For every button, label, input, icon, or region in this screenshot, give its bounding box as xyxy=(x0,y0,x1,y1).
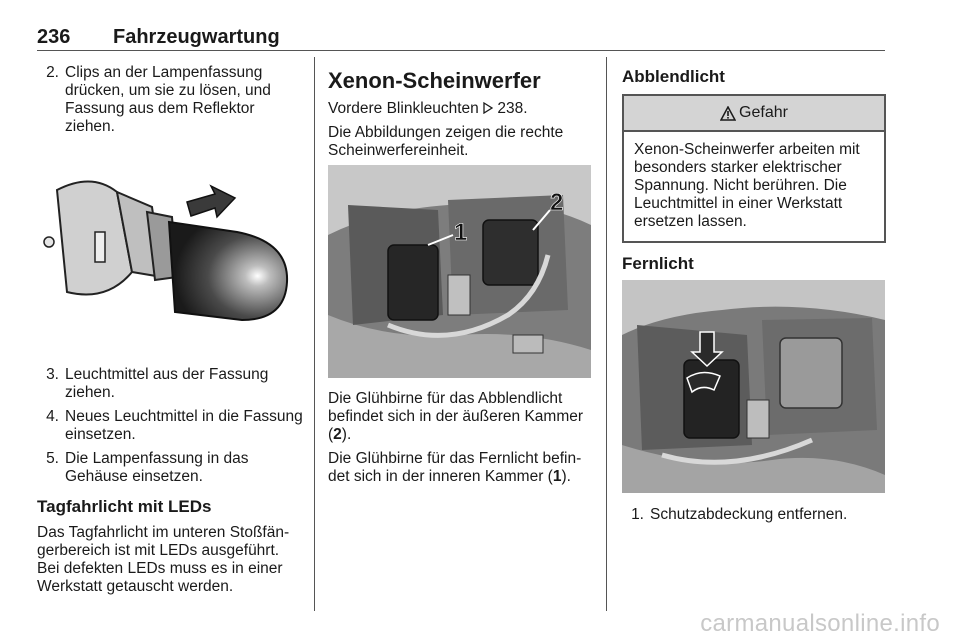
step-text: Schutzabdeckung entfernen. xyxy=(650,506,848,523)
high-beam-location-text xyxy=(328,450,598,486)
step-number: 4. xyxy=(46,408,59,425)
step-text: Die Lampenfassung in das Gehäuse einsetzen. xyxy=(65,450,249,485)
low-beam-location-text xyxy=(328,390,598,444)
bulb-socket-illustration xyxy=(37,162,299,352)
header-rule xyxy=(37,50,885,51)
step-text: Clips an der Lampenfassung drücken, um sie zu lösen, und Fassung aus dem Reflektor ziehen. xyxy=(65,64,271,135)
text-part: Die Glühbirne für das Abblendlicht befindet sich in der äußeren Kammer ( xyxy=(328,390,584,443)
reference-text: Vordere Blinkleuchten xyxy=(328,100,479,117)
step-text: Leuchtmittel aus der Fassung ziehen. xyxy=(65,366,269,401)
warning-text: Xenon-Scheinwerfer arbeiten mit besonders starker elektrischer Spannung. Nicht berühren. Die Leuchtmittel in einer Werkstatt ersetzen lassen. xyxy=(634,141,860,230)
column-divider-1 xyxy=(314,57,315,611)
text-part: ). xyxy=(341,426,352,443)
reference-page[interactable]: 238. xyxy=(497,100,528,117)
cross-reference xyxy=(328,100,594,118)
chamber-number: 2 xyxy=(333,426,342,443)
callout-2: 2 xyxy=(550,189,564,216)
step-3 xyxy=(37,366,305,402)
column-2-lower xyxy=(328,390,598,492)
section-title-xenon: Xenon-Scheinwerfer xyxy=(328,68,541,93)
column-3 xyxy=(622,68,886,281)
section-text-led: Das Tagfahrlicht im unteren Stoßfän-gerbereich ist mit LEDs ausgeführt. Bei defekten LEDs muss es in einer Werkstatt getauscht werden. xyxy=(37,524,290,595)
step-5 xyxy=(37,450,305,486)
step-2 xyxy=(37,64,305,136)
callout-1: 1 xyxy=(454,219,468,246)
column-divider-2 xyxy=(606,57,607,611)
column-2 xyxy=(328,68,594,166)
step-1 xyxy=(622,506,886,524)
page-header xyxy=(37,26,885,52)
chamber-number: 1 xyxy=(552,468,562,485)
column-3-lower xyxy=(622,506,886,530)
warning-box xyxy=(622,94,886,243)
arrow-right-icon xyxy=(483,102,493,114)
intro-text: Die Abbildungen zeigen die rechte Scheinwerfereinheit. xyxy=(328,124,564,159)
step-text: Neues Leuchtmittel in die Fassung einsetzen. xyxy=(65,408,303,443)
step-number: 1. xyxy=(631,506,644,523)
column-1 xyxy=(37,64,305,142)
step-number: 5. xyxy=(46,450,59,467)
text-part: Die Glühbirne für das Fernlicht befin-det sich in der inneren Kammer ( xyxy=(328,450,582,485)
warning-title: Gefahr xyxy=(739,104,788,121)
chapter-title: Fahrzeugwartung xyxy=(113,26,280,48)
warning-triangle-icon xyxy=(720,106,736,121)
section-title-led: Tagfahrlicht mit LEDs xyxy=(37,497,212,516)
section-title-high-beam: Fernlicht xyxy=(622,254,694,273)
page-number: 236 xyxy=(37,26,71,48)
column-1-lower xyxy=(37,366,305,602)
warning-header xyxy=(624,96,884,132)
step-number: 2. xyxy=(46,64,59,81)
watermark: carmanualsonline.info xyxy=(700,610,940,637)
step-number: 3. xyxy=(46,366,59,383)
text-part: ). xyxy=(561,468,571,485)
section-title-low-beam: Abblendlicht xyxy=(622,67,725,86)
headlamp-chambers-photo xyxy=(328,165,591,378)
high-beam-cover-photo xyxy=(622,280,885,493)
step-4 xyxy=(37,408,305,444)
